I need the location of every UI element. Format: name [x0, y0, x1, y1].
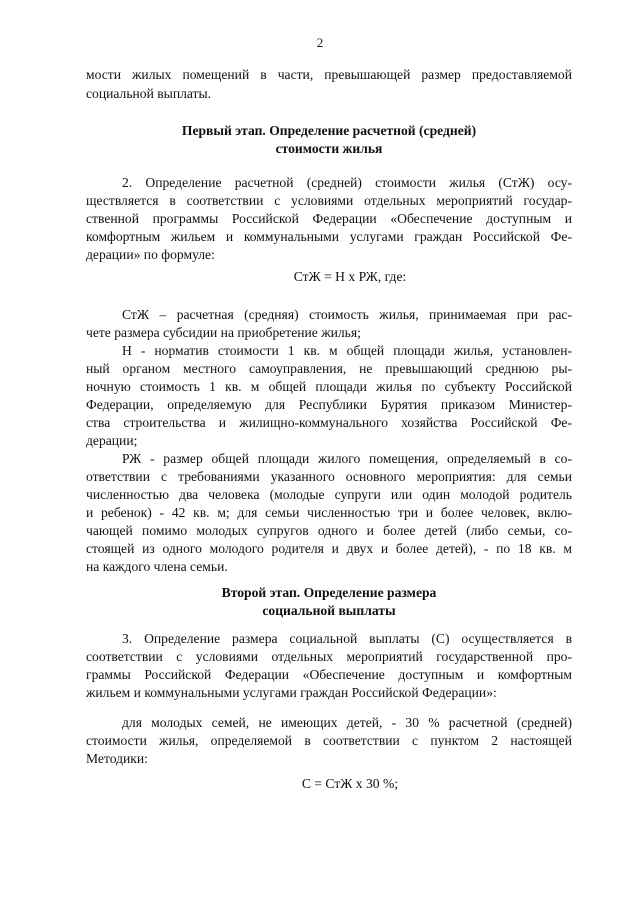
paragraph-line: для молодых семей, не имеющих детей, - 30 % расчетной (средней): [122, 715, 572, 730]
paragraph-line: 2. Определение расчетной (средней) стоимости жилья (СтЖ) осу-: [122, 175, 572, 190]
formula: СтЖ = Н х РЖ, где:: [293, 269, 407, 284]
paragraph-line: ществляется в соответствии с условиями отдельных мероприятий государ-: [86, 193, 572, 208]
definition-line: и ребенок) - 42 кв. м; для семьи численностью три и более человек, вклю-: [86, 505, 572, 520]
definition-line: дерации;: [86, 433, 138, 448]
definition-line: ства строительства и жилищно-коммунального хозяйства Российской Фе-: [86, 415, 572, 430]
section-heading: стоимости жилья: [275, 141, 383, 156]
definition-line: численностью два человека (молодые супруги или один молодой родитель: [86, 487, 572, 502]
definition-line: чающей помимо молодых супругов одного и более детей (либо семьи, со-: [86, 523, 572, 538]
paragraph-line: ственной программы Российской Федерации «Обеспечение доступным и: [86, 211, 572, 226]
definition-line: РЖ - размер общей площади жилого помещения, определяемый в со-: [122, 451, 572, 466]
definition-line: Н - норматив стоимости 1 кв. м общей площади жилья, установлен-: [122, 343, 572, 358]
formula: С = СтЖ х 30 %;: [301, 776, 399, 791]
paragraph-line: дерации» по формуле:: [86, 247, 215, 262]
intro-line: социальной выплаты.: [86, 86, 212, 101]
paragraph-line: жильем и коммунальными услугами граждан Российской Федерации»:: [86, 685, 497, 700]
section-heading: Второй этап. Определение размера: [221, 585, 437, 600]
definition-line: СтЖ – расчетная (средняя) стоимость жилья, принимаемая при рас-: [122, 307, 572, 322]
paragraph-line: соответствии с условиями отдельных мероприятий государственной про-: [86, 649, 572, 664]
definition-line: ночную стоимость 1 кв. м общей площади жилья по субъекту Российской: [86, 379, 572, 394]
definition-line: ный органом местного самоуправления, не превышающий среднюю ры-: [86, 361, 572, 376]
paragraph-line: 3. Определение размера социальной выплаты (С) осуществляется в: [122, 631, 572, 646]
definition-line: на каждого члена семьи.: [86, 559, 228, 574]
intro-line: мости жилых помещений в части, превышающей размер предоставляемой: [86, 67, 572, 82]
section-heading: социальной выплаты: [262, 603, 396, 618]
section-heading: Первый этап. Определение расчетной (средней): [181, 123, 477, 138]
paragraph-line: стоимости жилья, определяемой в соответствии с пунктом 2 настоящей: [86, 733, 572, 748]
definition-line: ответствии с требованиями указанного основного мероприятия: для семьи: [86, 469, 572, 484]
definition-line: Федерации, определяемую для Республики Бурятия приказом Министер-: [86, 397, 572, 412]
paragraph-line: Методики:: [86, 751, 148, 766]
paragraph-line: граммы Российской Федерации «Обеспечение доступным и комфортным: [86, 667, 572, 682]
definition-line: стоящей из одного молодого родителя и двух и более детей), - по 18 кв. м: [86, 541, 572, 556]
page-number: 2: [316, 35, 324, 50]
definition-line: чете размера субсидии на приобретение жилья;: [86, 325, 361, 340]
paragraph-line: комфортным жильем и коммунальными услугами граждан Российской Фе-: [86, 229, 572, 244]
